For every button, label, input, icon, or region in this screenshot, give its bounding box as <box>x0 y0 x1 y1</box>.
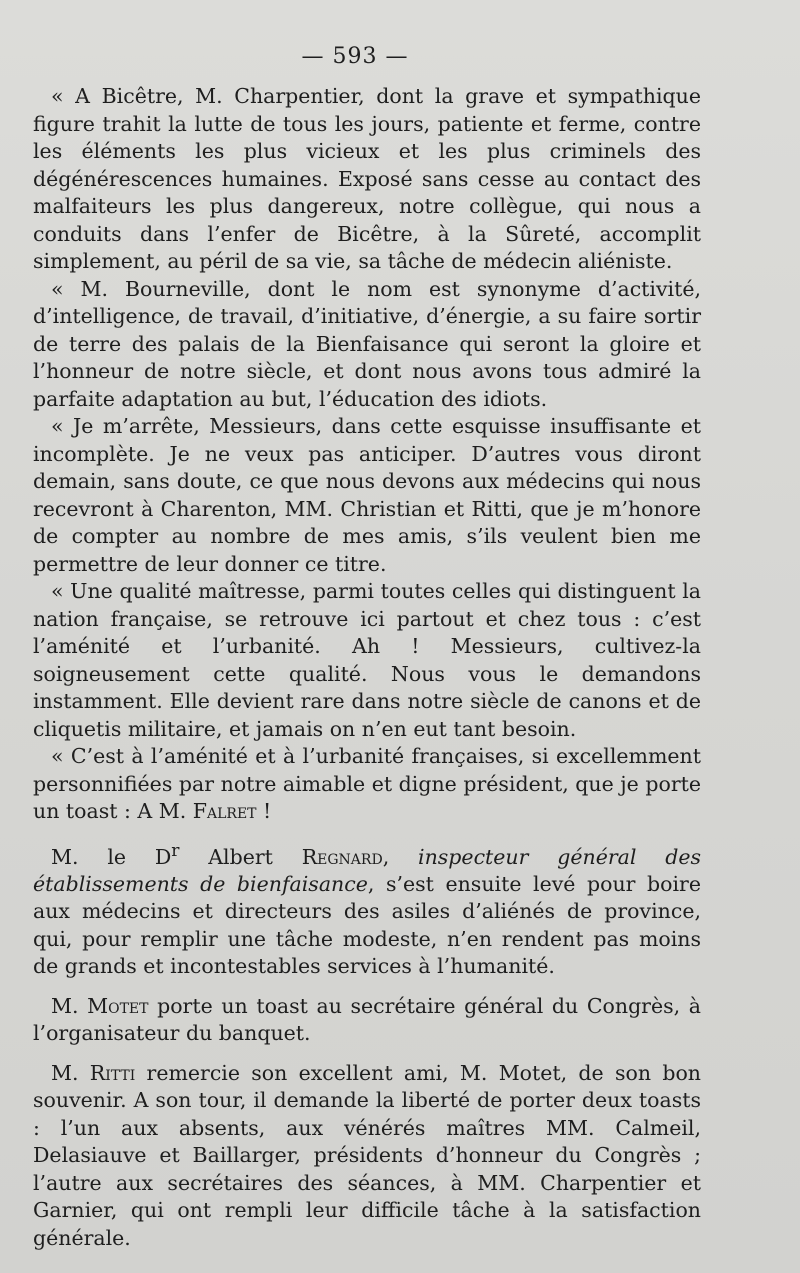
text-segment: M. <box>51 1060 90 1085</box>
person-name: Motet <box>87 993 149 1018</box>
text-segment: M. le D <box>51 844 172 869</box>
paragraph-ritti <box>33 1060 701 1253</box>
superscript: r <box>171 840 180 861</box>
person-name: Ritti <box>89 1060 136 1085</box>
person-name: Regnard <box>301 844 383 869</box>
person-title: inspecteur général des établissements de bienfaisance <box>33 844 701 896</box>
paragraph-bicetre: « A Bicêtre, M. Charpentier, dont la grave et sympathique figure trahit la lutte de tous les jours, patiente et ferme, contre les éléments les plus vicieux et les plus criminels des dégénérescences humaines. Exposé sans cesse au contact des malfaiteurs les plus dangereux, notre collègue, qui nous a conduits dans l’enfer de Bicêtre, à la Sûreté, accomplit simplement, au péril de sa vie, sa tâche de médecin aliéniste. <box>33 84 701 273</box>
text-segment: Albert <box>179 844 302 869</box>
text-segment: , s’est ensuite levé pour boire aux médecins et directeurs des asiles d’aliénés de province, qui, pour remplir une tâche modeste, n’en rendent pas moins de grands et incontestables services à l’humanité. <box>33 871 701 979</box>
text-segment: remercie son excellent ami, M. Motet, de son bon souvenir. A son tour, il demande la liberté de porter deux toasts : l’un aux absents, aux vénérés maîtres MM. Calmeil, Delasiauve et Baillarger, présidents d’honneur du Congrès ; l’autre aux secrétaires des séances, à MM. Charpentier et Garnier, qui ont rempli leur difficile tâche à la satisfaction générale. <box>33 1060 701 1250</box>
page-body <box>33 83 701 1252</box>
paragraph-amenite: « Une qualité maîtresse, parmi toutes celles qui distinguent la nation française, se retrouve ici partout et chez tous : c’est l’aménité et l’urbanité. Ah ! Messieurs, cultivez-la soigneusement cette qualité. Nous vous le demandons instamment. Elle devient rare dans notre siècle de canons et de cliquetis militaire, et jamais on n’en eut tant besoin. <box>33 579 701 741</box>
text-segment: porte un toast au secrétaire général du Congrès, à l’organisateur du banquet. <box>33 993 701 1046</box>
paragraph-bourneville: « M. Bourneville, dont le nom est synonyme d’activité, d’intelligence, de travail, d’initiative, d’énergie, a su faire sortir de terre des palais de la Bienfaisance qui seront la gloire et l’honneur de notre siècle, et dont nous avons tous admiré la parfaite adaptation au but, l’éducation des idiots. <box>33 276 701 411</box>
text-segment: M. <box>51 993 88 1018</box>
page-number: — 593 — <box>301 44 409 69</box>
text-segment: « C’est à l’aménité et à l’urbanité françaises, si excellemment personnifiées par notre aimable et digne président, que je porte un toast : A M. <box>33 744 701 823</box>
paragraph-motet <box>33 993 701 1048</box>
person-name: Falret <box>192 799 257 823</box>
paragraph-toast-falret <box>33 743 701 826</box>
paragraph-charenton: « Je m’arrête, Messieurs, dans cette esquisse insuffisante et incomplète. Je ne veux pas anticiper. D’autres vous diront demain, sans doute, ce que nous devons aux médecins qui nous recevront à Charenton, MM. Christian et Ritti, que je m’honore de compter au nombre de mes amis, s’ils veulent bien me permettre de leur donner ce titre. <box>33 414 701 576</box>
text-segment: ! <box>256 799 272 823</box>
paragraph-regnard <box>33 838 701 981</box>
text-segment: , <box>382 844 419 869</box>
